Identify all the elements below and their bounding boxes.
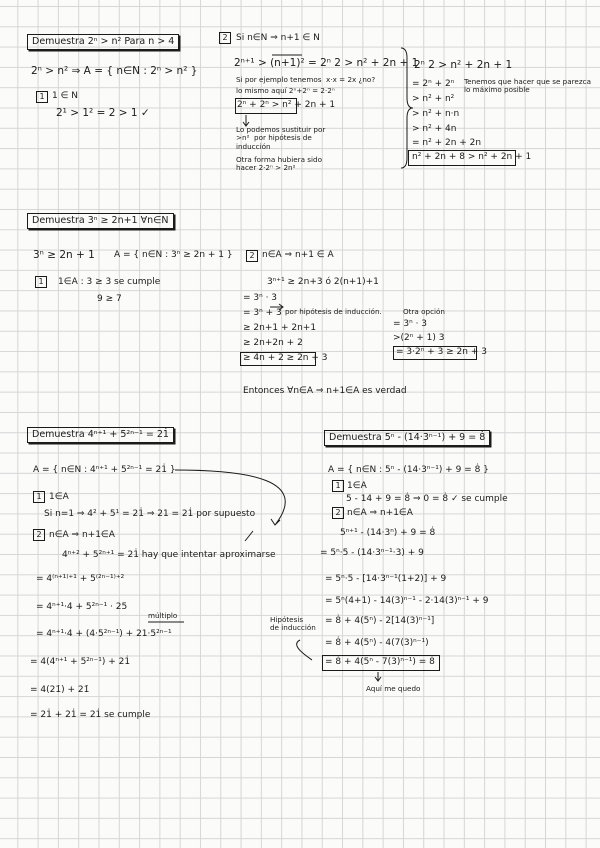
- problem1-note-alternative: Otra forma hubiera sido hacer 2·2ⁿ > 2n²: [236, 155, 323, 173]
- problem2-set-definition: A = { n∈N : 3ⁿ ≥ 2n + 1 }: [114, 250, 233, 260]
- problem2-step1-line: 9 ≥ 7: [97, 294, 122, 304]
- problem1-step1-number: 1: [36, 91, 48, 103]
- problem2-inequality: 3ⁿ ≥ 2n + 1: [33, 249, 95, 261]
- problem3-line: = 4(4ⁿ⁺¹ + 5²ⁿ⁻¹) + 21̇: [30, 657, 131, 667]
- problem1-step2-head: Si n∈N ⇒ n+1 ∈ N: [236, 33, 320, 43]
- problem1-induction-equation: 2ⁿ⁺¹ > (n+1)² = 2ⁿ 2 > n² + 2n + 1: [234, 57, 419, 69]
- problem3-line-note: múltiplo: [148, 611, 178, 620]
- problem3-line: = 4ⁿ⁺¹·4 + 5²ⁿ⁻¹ · 25: [36, 602, 128, 612]
- problem3-line: = 4⁽ⁿ⁺¹⁾⁺¹ + 5⁽²ⁿ⁻¹⁾⁺²: [36, 574, 125, 584]
- problem4-step1-head: 1∈A: [347, 481, 367, 491]
- problem4-end-note: Aquí me quedo: [366, 684, 421, 693]
- curve-arrow-icon: [297, 640, 312, 660]
- problem3-set-definition: A = { n∈N : 4ⁿ⁺¹ + 5²ⁿ⁻¹ = 21̇ }: [33, 465, 176, 475]
- problem4-title: Demuestra 5ⁿ - (14·3ⁿ⁻¹) + 9 = 8̇: [324, 430, 490, 446]
- problem2-title: Demuestra 3ⁿ ≥ 2n+1 ∀n∈N: [27, 213, 174, 229]
- problem1-right-line: > n² + n²: [412, 94, 455, 104]
- problem3-step1-number: 1: [33, 491, 45, 503]
- problem1-step1-head: 1 ∈ N: [52, 91, 79, 101]
- problem1-right-line: = 2ⁿ + 2ⁿ: [412, 79, 455, 89]
- problem3-line: = 4(21̇) + 21̇: [30, 685, 90, 695]
- problem2-line: ≥ 2n+2n + 2: [243, 338, 303, 348]
- problem4-set-definition: A = { n∈N : 5ⁿ - (14·3ⁿ⁻¹) + 9 = 8̇ }: [328, 465, 489, 475]
- problem2-step1-line: 1∈A : 3 ≥ 3 se cumple: [58, 277, 161, 287]
- problem3-step2-number: 2: [33, 529, 45, 541]
- problem4-line: = 5ⁿ·5 - [14·3ⁿ⁻¹(1+2)] + 9: [325, 574, 447, 584]
- problem2-step2-head: n∈A ⇒ n+1 ∈ A: [262, 250, 334, 260]
- problem2-alt-line: = 3ⁿ · 3: [393, 319, 428, 329]
- check-stroke: [245, 531, 253, 541]
- problem4-step2-number: 2: [332, 507, 344, 519]
- problem1-note-example: Si por ejemplo tenemos x·x = 2x ¿no?: [236, 75, 376, 84]
- problem1-right-head: 2ⁿ 2 > n² + 2n + 1: [414, 59, 513, 71]
- problem1-box-equation: 2ⁿ + 2ⁿ > n² + 2n + 1: [237, 100, 336, 110]
- problem1-note-same: lo mismo aquí 2ⁿ+2ⁿ = 2·2ⁿ: [236, 86, 335, 95]
- problem3-step1-equation: Si n=1 ⇒ 4² + 5¹ = 21̇ ⇒ 21 = 21̇ por supuesto: [44, 509, 256, 519]
- problem4-line: 5ⁿ⁺¹ - (14·3ⁿ) + 9 = 8̇: [340, 528, 436, 538]
- problem2-step2-number: 2: [246, 250, 258, 262]
- problem3-line: 4ⁿ⁺² + 5²ⁿ⁺¹ = 21̇ hay que intentar aproximarse: [62, 550, 276, 560]
- problem4-line: = 8̇ + 4(5ⁿ) - 4(7(3)ⁿ⁻¹): [325, 638, 429, 648]
- problem2-conclusion: Entonces ∀n∈A ⇒ n+1∈A es verdad: [243, 386, 407, 396]
- problem3-step2-head: n∈A ⇒ n+1∈A: [49, 530, 115, 540]
- problem1-step2-number: 2: [219, 32, 231, 44]
- problem2-alt-line: >(2ⁿ + 1) 3: [393, 333, 445, 343]
- problem3-step1-head: 1∈A: [49, 492, 69, 502]
- problem1-set-definition: 2ⁿ > n² ⇒ A = { n∈N : 2ⁿ > n² }: [31, 65, 198, 77]
- problem1-title: Demuestra 2ⁿ > n² Para n > 4: [27, 34, 179, 50]
- problem2-line: = 3ⁿ · 3: [243, 293, 278, 303]
- problem2-line: = 3ⁿ + 3: [243, 308, 282, 318]
- problem4-line: = 5ⁿ(4+1) - 14(3)ⁿ⁻¹ - 2·14(3)ⁿ⁻¹ + 9: [325, 596, 489, 606]
- problem2-line: ≥ 2n+1 + 2n+1: [243, 323, 317, 333]
- problem1-note-substitute: Lo podemos sustituir por >n² por hipótesis de inducción: [236, 125, 326, 151]
- problem1-right-note: Tenemos que hacer que se parezca lo máximo posible: [464, 77, 591, 95]
- problem4-side-note: Hipótesis de inducción: [270, 615, 316, 633]
- problem2-alt-line: = 3·2ⁿ + 3 ≥ 2n + 3: [396, 347, 487, 357]
- problem2-line: 3ⁿ⁺¹ ≥ 2n+3 ó 2(n+1)+1: [267, 277, 379, 287]
- problem4-line: = 8̇ + 4(5ⁿ - 7(3)ⁿ⁻¹) = 8̇: [325, 657, 435, 667]
- problem1-right-line: = n² + 2n + 2n: [412, 138, 482, 148]
- problem1-right-line: > n² + n·n: [412, 109, 460, 119]
- problem2-step1-number: 1: [35, 276, 47, 288]
- problem4-step1-equation: 5 - 14 + 9 = 8̇ ⇒ 0 = 8̇ ✓ se cumple: [346, 494, 508, 504]
- problem2-line: ≥ 4n + 2 ≥ 2n + 3: [243, 353, 328, 363]
- problem3-title: Demuestra 4ⁿ⁺¹ + 5²ⁿ⁻¹ = 21̇: [27, 427, 174, 443]
- problem4-step2-head: n∈A ⇒ n+1∈A: [347, 508, 413, 518]
- problem1-step1-equation: 2¹ > 1² = 2 > 1 ✓: [56, 107, 150, 119]
- down-arrow-icon: [375, 672, 381, 681]
- problem3-line: = 21̇ + 21̇ = 21̇ se cumple: [30, 710, 151, 720]
- problem2-alt-head: Otra opción: [403, 307, 445, 316]
- problem4-line: = 8̇ + 4(5ⁿ) - 2[14(3)ⁿ⁻¹]: [325, 616, 435, 626]
- problem3-line: = 4ⁿ⁺¹·4 + (4·5²ⁿ⁻¹) + 21·5²ⁿ⁻¹: [36, 629, 172, 639]
- problem4-line: = 5ⁿ·5 - (14·3ⁿ⁻¹·3) + 9: [320, 548, 424, 558]
- problem1-right-line: > n² + 4n: [412, 124, 457, 134]
- problem2-line-note: por hipótesis de inducción.: [285, 307, 382, 316]
- problem4-step1-number: 1: [332, 480, 344, 492]
- problem1-right-box-equation: n² + 2n + 8 > n² + 2n + 1: [412, 152, 532, 162]
